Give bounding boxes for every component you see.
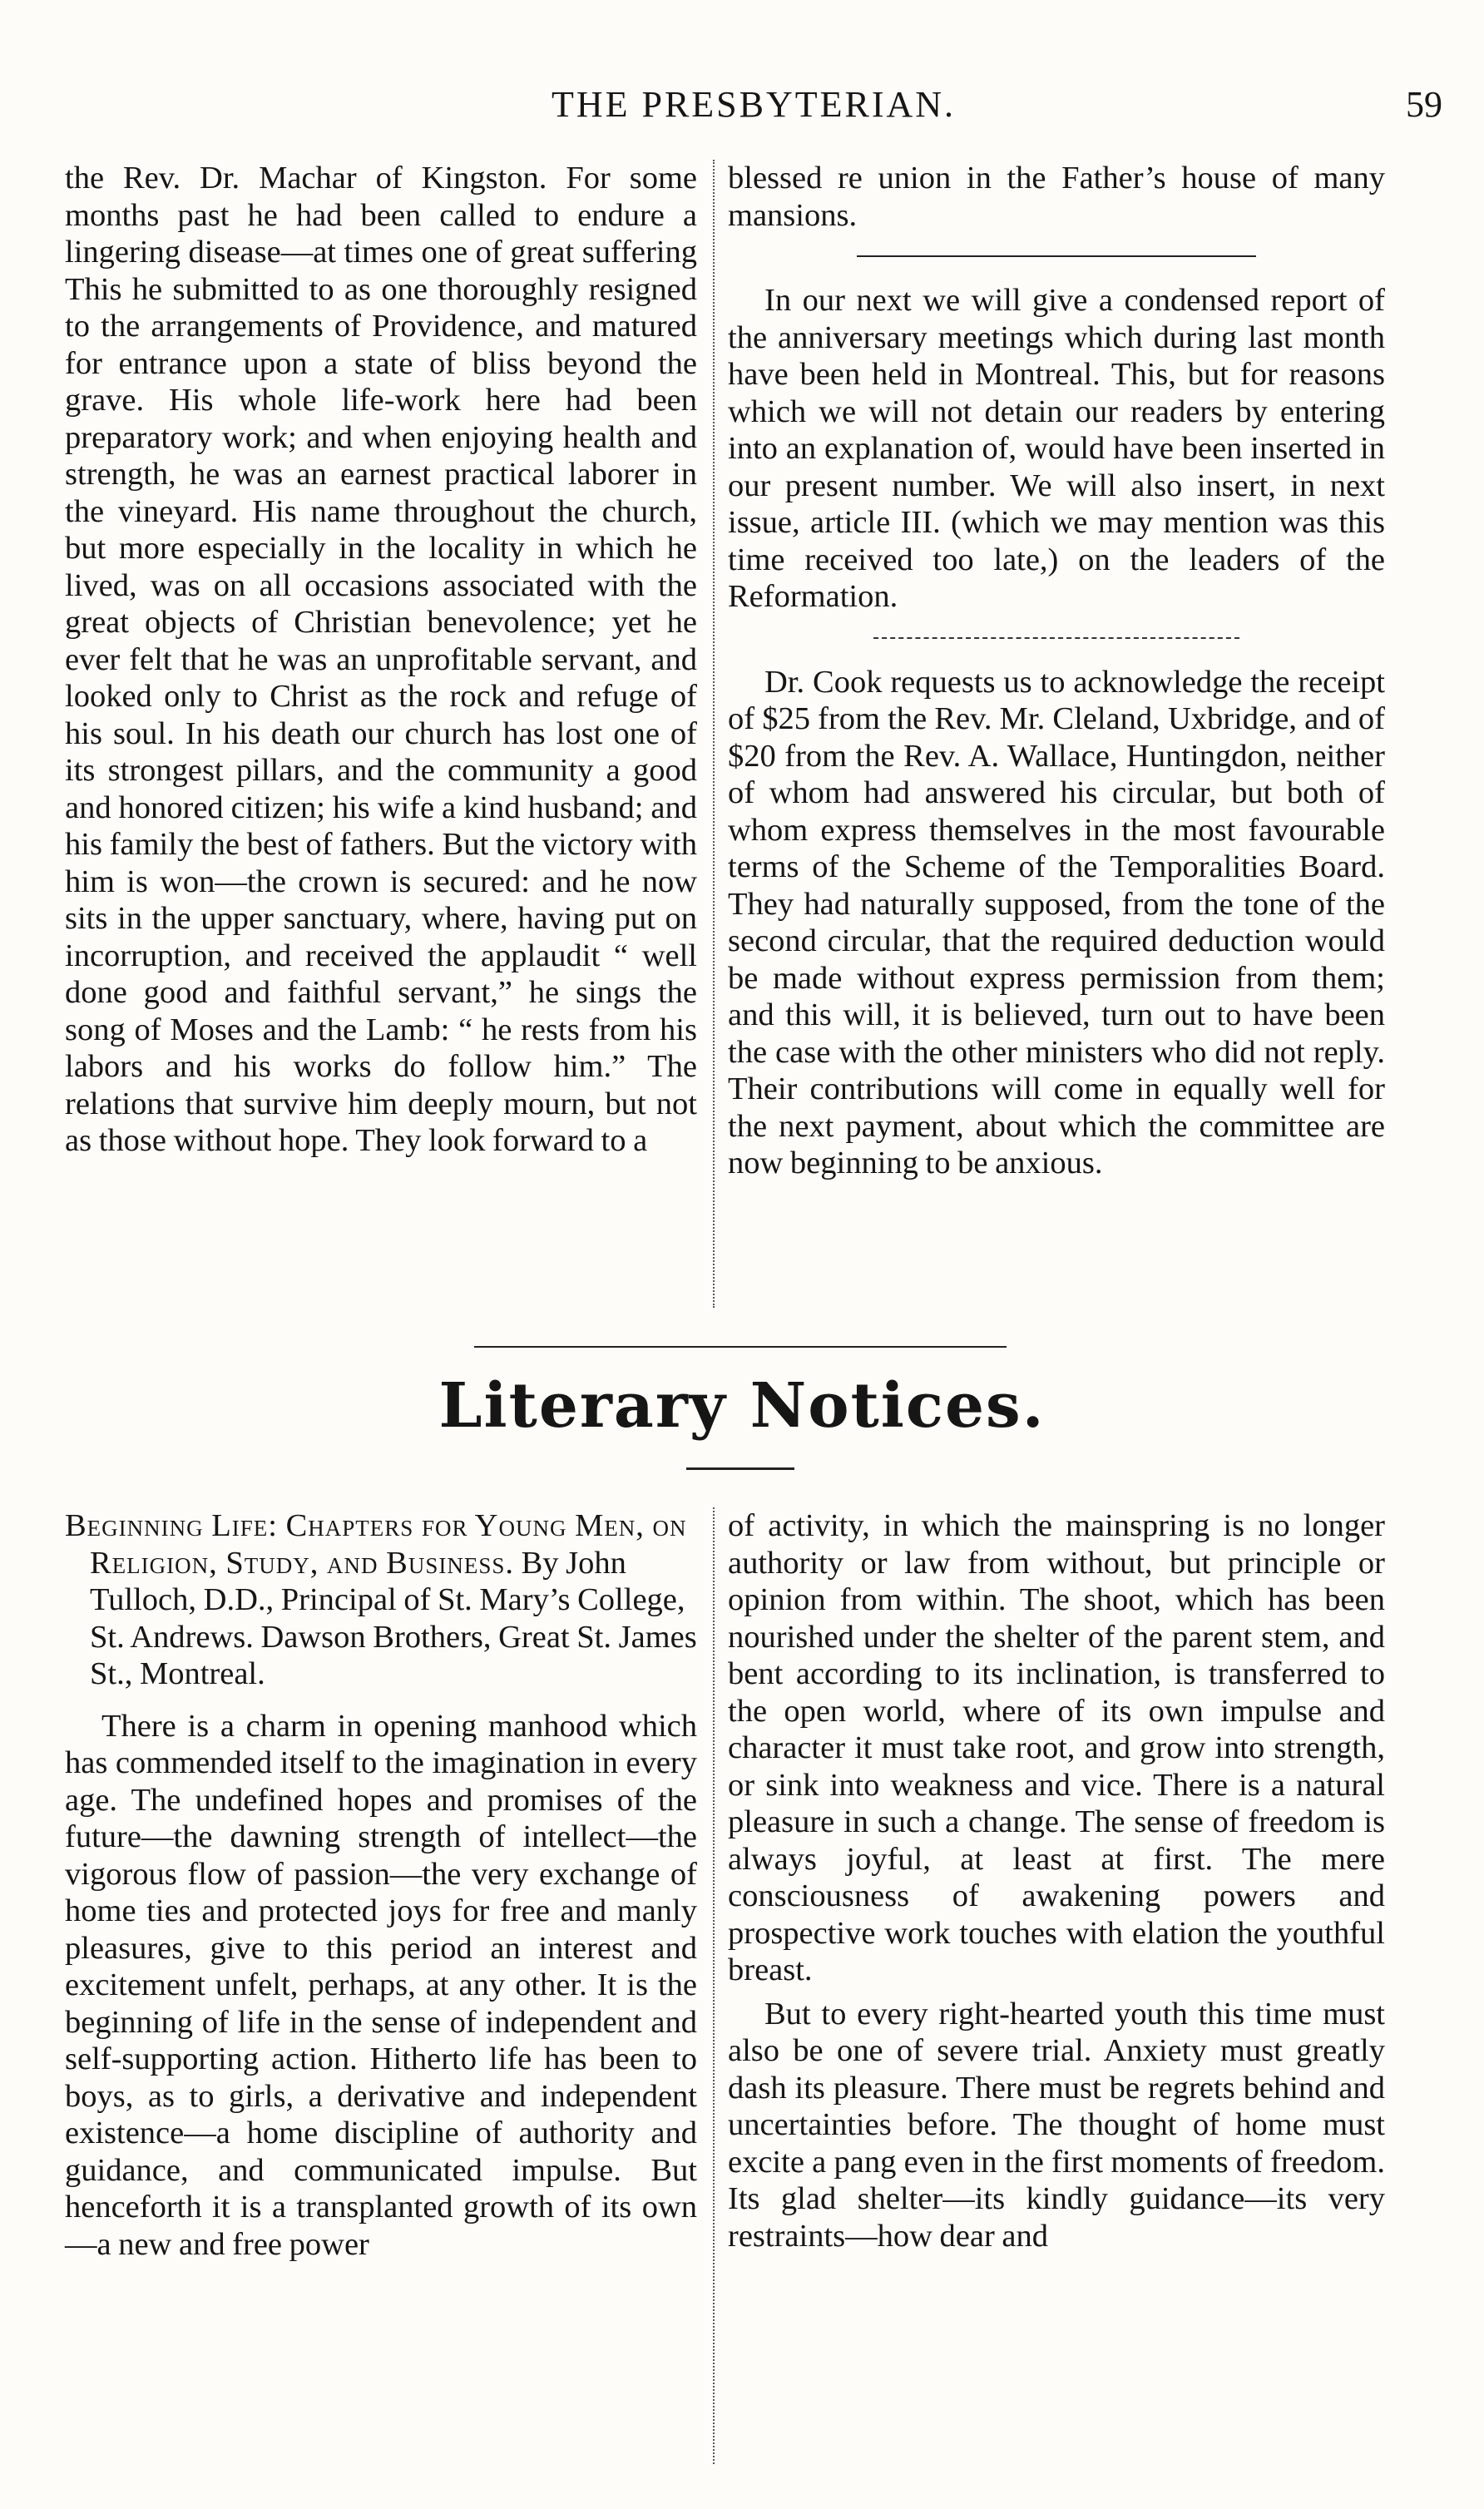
notices-column-right	[728, 160, 1385, 1182]
literary-notices-heading: Literary Notices.	[438, 1370, 1046, 1442]
obituary-column-left	[65, 160, 697, 1160]
column-divider-bottom	[713, 1507, 715, 2464]
separator-dashed-rule	[873, 637, 1239, 639]
page-number: 59	[1406, 84, 1442, 125]
section-rule	[474, 1346, 1007, 1348]
anniversary-notice: In our next we will give a condensed report of the anniversary meetings which during last month have been held in Montreal. This, but for reasons which we will not detain our readers by entering into an explanation of, would have been inserted in our present number. We will also insert, in next issue, article III. (which we may mention was this time received too late,) on the leaders of the Reformation.	[728, 283, 1385, 614]
heading-underline	[686, 1467, 794, 1470]
review-column-right	[728, 1507, 1385, 2254]
book-title: Beginning Life: Chapters for Young Men, on Religion, Study, and Business.	[65, 1508, 687, 1581]
book-details: By John Tulloch, D.D., Principal of St. Mary’s College, St. Andrews. Dawson Brothers, Great St. James St., Montreal.	[90, 1545, 697, 1691]
temporalities-notice: Dr. Cook requests us to acknowledge the receipt of $25 from the Rev. Mr. Cleland, Uxbridge, and of $20 from the Rev. A. Wallace, Huntingdon, neither of whom had answered his circular, but both of whom express themselves in the most favourable terms of the Scheme of the Temporalities Board. They had naturally supposed, from the tone of the second circular, that the required deduction would be made without express permission from them; and this will, it is believed, turn out to have been the case with the other ministers who did not reply. Their contributions will come in equally well for the next payment, about which the committee are now beginning to be anxious.	[728, 664, 1385, 1180]
review-paragraph-1-part-2: of activity, in which the mainspring is no longer authority or law from without, but principle or opinion from within. The shoot, which has been nourished under the shelter of the parent stem, and bent according to its inclination, is transferred to the open world, where of its own impulse and character it must take root, and grow into strength, or sink into weakness and vice. There is a natural pleasure in such a change. The sense of freedom is always joyful, at least at first. The mere consciousness of awakening powers and prospective work touches with elation the youthful breast.	[728, 1508, 1385, 1987]
obituary-paragraph-part-2: blessed re union in the Father’s house of many mansions.	[728, 161, 1385, 233]
review-paragraph-1-part-1: There is a charm in opening manhood which has commended itself to the imagination in every age. The undefined hopes and promises of the future—the dawning strength of intellect—the vigorous flow of passion—the very exchange of home ties and protected joys for free and manly pleasures, give to this period an interest and excitement unfelt, perhaps, at any other. It is the beginning of life in the sense of independent and self-supporting action. Hitherto life has been to boys, as to girls, a derivative and independent existence—a home discipline of authority and guidance, and communicated impulse. But henceforth it is a transplanted growth of its own—a new and free power	[65, 1708, 697, 2262]
column-divider-top	[713, 160, 715, 1308]
running-header	[65, 82, 1442, 128]
review-column-left	[65, 1507, 697, 2263]
review-paragraph-2: But to every right-hearted youth this time must also be one of severe trial. Anxiety must greatly dash its pleasure. There must be regrets behind and uncertainties before. The thought of home must excite a pang even in the first moments of freedom. Its glad shelter—its kindly guidance—its very restraints—how dear and	[728, 1996, 1385, 2254]
obituary-paragraph-part-1: the Rev. Dr. Machar of Kingston. For some months past he had been called to endure a lingering disease—at times one of great suffering This he submitted to as one thoroughly resigned to the arrangements of Providence, and matured for entrance upon a state of bliss beyond the grave. His whole life-work here had been preparatory work; and when enjoying health and strength, he was an earnest practical laborer in the vineyard. His name throughout the church, but more especially in the locality in which he lived, was on all occasions associated with the great objects of Christian benevolence; yet he ever felt that he was an unprofitable servant, and looked only to Christ as the rock and refuge of his soul. In his death our church has lost one of its strongest pillars, and the community a good and honored citizen; his wife a kind husband; and his family the best of fathers. But the victory with him is won—the crown is secured: and he now sits in the upper sanctuary, where, having put on incorruption, and received the applaudit “ well done good and faithful servant,” he sings the song of Moses and the Lamb: “ he rests from his labors and his works do follow him.” The relations that survive him deeply mourn, but not as those without hope. They look forward to a	[65, 161, 697, 1158]
journal-title: THE PRESBYTERIAN.	[551, 84, 957, 125]
book-title-entry	[65, 1507, 697, 1693]
separator-rule	[857, 255, 1256, 257]
